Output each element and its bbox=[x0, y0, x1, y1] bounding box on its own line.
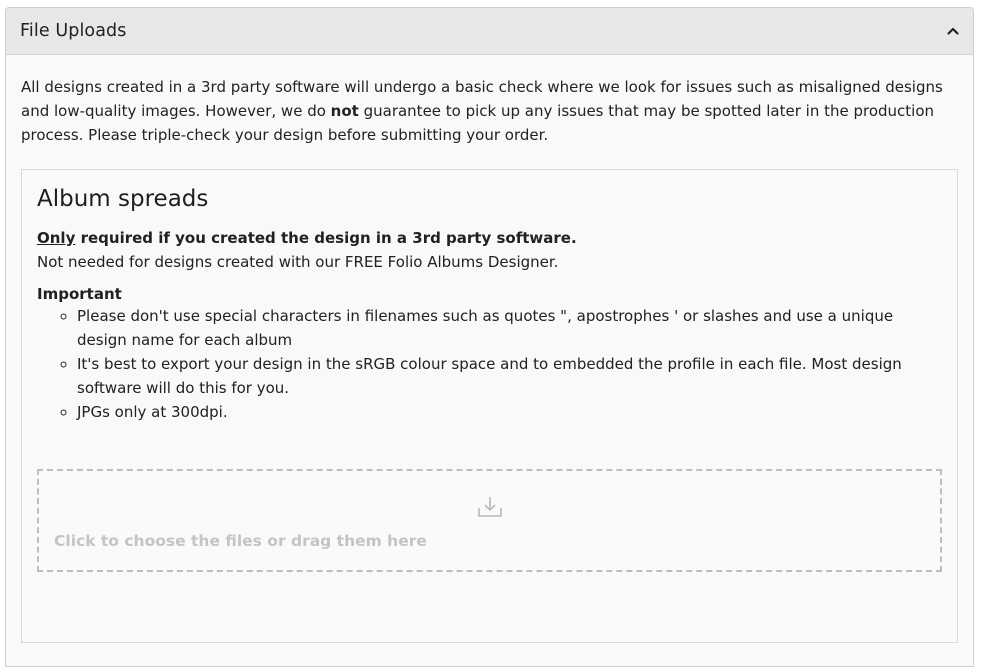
required-emphasis: Only bbox=[37, 229, 76, 247]
important-list bbox=[37, 304, 942, 424]
file-uploads-panel bbox=[5, 7, 974, 667]
important-title: Important bbox=[37, 285, 122, 303]
file-dropzone[interactable] bbox=[37, 469, 942, 572]
panel-title: File Uploads bbox=[20, 21, 127, 41]
intro-part1: All designs created in a 3rd party software will undergo a basic check where we look for issues such as misaligned designs and low-quality images. However, we do bbox=[21, 78, 943, 120]
not-needed-note: Not needed for designs created with our FREE Folio Albums Designer. bbox=[37, 253, 559, 271]
intro-text bbox=[21, 75, 958, 147]
required-note bbox=[37, 226, 942, 250]
download-icon bbox=[477, 495, 503, 519]
required-rest: required if you created the design in a 3rd party software. bbox=[75, 229, 577, 247]
album-spreads-card bbox=[21, 169, 958, 643]
dropzone-label: Click to choose the files or drag them here bbox=[54, 532, 427, 550]
section-title: Album spreads bbox=[37, 186, 209, 212]
panel-header[interactable] bbox=[6, 8, 973, 55]
chevron-up-icon[interactable] bbox=[947, 25, 959, 37]
list-item: ◦ It's best to export your design in the sRGB colour space and to embedded the profile in each file. Most design software will do this for you. bbox=[77, 352, 942, 400]
list-item: ◦ JPGs only at 300dpi. bbox=[77, 400, 942, 424]
intro-emphasis: not bbox=[330, 102, 359, 120]
list-item: ◦ Please don't use special characters in filenames such as quotes ", apostrophes ' or slashes and use a unique design name for each album bbox=[77, 304, 942, 352]
intro-part2: guarantee to pick up any issues that may be spotted later in the production process. Please triple-check your design before submitting your order. bbox=[21, 102, 935, 144]
panel-body bbox=[6, 55, 973, 643]
